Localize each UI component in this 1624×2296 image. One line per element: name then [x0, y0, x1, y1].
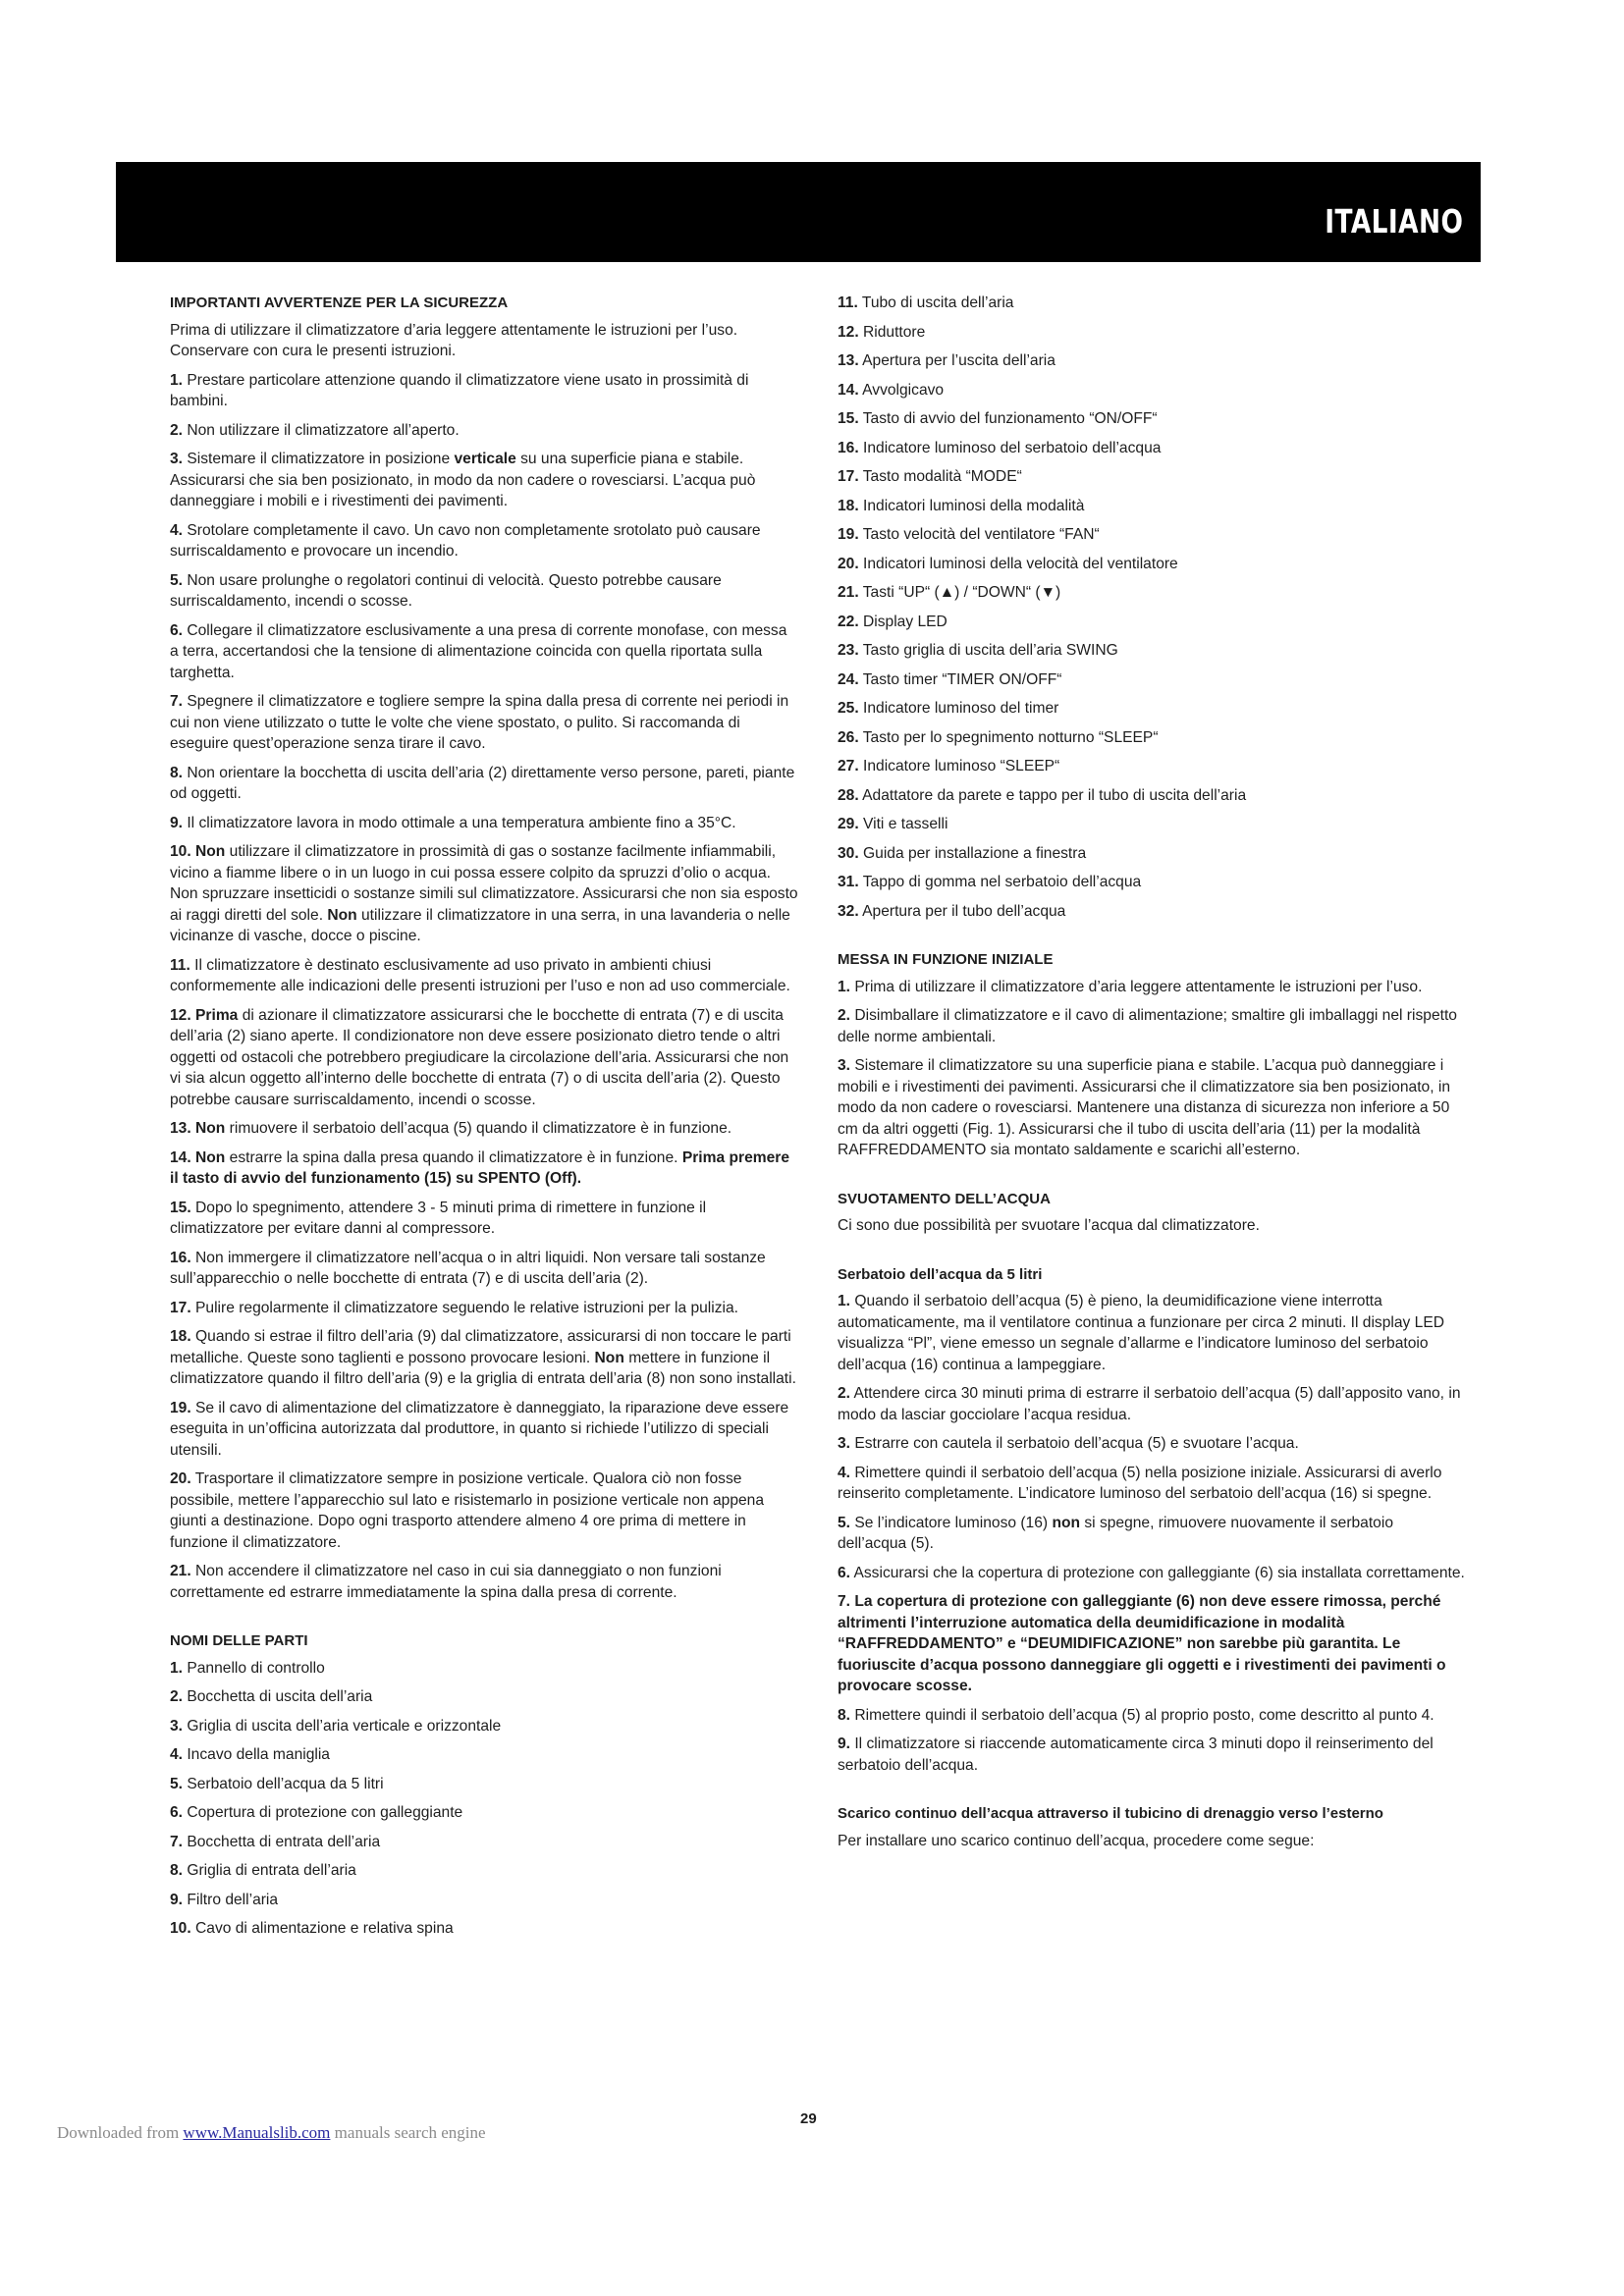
item-number: 18.: [170, 1328, 191, 1345]
part-number: 20.: [838, 555, 859, 572]
item-number: 11.: [170, 956, 190, 974]
part-item: [838, 293, 1466, 314]
part-number: 21.: [838, 584, 859, 601]
item-number: 8.: [170, 764, 184, 781]
part-label: Griglia di entrata dell’aria: [183, 1862, 356, 1879]
item-text: Pulire regolarmente il climatizzatore seguendo le relative istruzioni per la pulizia.: [190, 1299, 738, 1316]
part-number: 15.: [838, 410, 859, 427]
item-text: rimuovere il serbatoio dell’acqua (5) quando il climatizzatore è in funzione.: [225, 1120, 732, 1137]
item-text: Rimettere quindi il serbatoio dell’acqua (5) al proprio posto, come descritto al punto 4.: [850, 1706, 1435, 1724]
item-number: 14.: [170, 1148, 191, 1166]
numbered-item: [838, 977, 1466, 998]
part-number: 2.: [170, 1688, 184, 1705]
item-number: 2.: [838, 1385, 851, 1402]
part-number: 6.: [170, 1804, 184, 1821]
part-item: [170, 1890, 798, 1911]
item-text: Il climatizzatore si riaccende automaticamente circa 3 minuti dopo il reinserimento del serbatoio dell’acqua.: [838, 1735, 1434, 1774]
item-text: Dopo lo spegnimento, attendere 3 - 5 minuti prima di rimettere in funzione il climatizzatore per evitare danni al compressore.: [170, 1199, 707, 1237]
item-number: 4.: [838, 1464, 851, 1481]
item-number: 16.: [170, 1249, 191, 1266]
numbered-item: [170, 763, 798, 805]
item-text: estrarre la spina dalla presa quando il climatizzatore è in funzione.: [225, 1148, 682, 1166]
item-number: 3.: [838, 1057, 851, 1074]
numbered-item: [838, 1734, 1466, 1776]
numbered-item: [838, 1591, 1466, 1697]
part-label: Copertura di protezione con galleggiante: [183, 1804, 463, 1821]
numbered-item: [170, 370, 798, 412]
numbered-item: [170, 520, 798, 562]
numbered-item: [170, 955, 798, 997]
item-number: 19.: [170, 1399, 191, 1416]
part-number: 3.: [170, 1717, 184, 1735]
item-number: 6.: [838, 1564, 851, 1581]
part-label: Indicatore luminoso “SLEEP“: [858, 758, 1060, 774]
part-label: Indicatore luminoso del serbatoio dell’acqua: [858, 439, 1162, 456]
part-number: 25.: [838, 700, 859, 717]
part-number: 28.: [838, 786, 859, 804]
numbered-item: [838, 1433, 1466, 1455]
item-text: mettere in funzione il climatizzatore quando il filtro dell’aria (9) e la griglia di entrata dell’aria (8) non sono installati.: [170, 1349, 796, 1387]
numbered-item: [170, 1118, 798, 1140]
item-number: 7.: [838, 1593, 851, 1610]
item-number: 2.: [838, 1007, 851, 1024]
part-label: Tasto velocità del ventilatore “FAN“: [858, 526, 1100, 543]
item-text: di azionare il climatizzatore assicurarsi che le bocchette di entrata (7) e di uscita dell’aria (2) siano aperte. Il condizionatore non deve essere posizionato dietro tende o altri oggetti od ostacoli che potrebbero pregiudicare la circolazione dell’aria. Assicurarsi che non vi sia alcun oggetto all’interno delle bocchette di entrata (7) o di uscita dell’aria (2). Questo potrebbe causare surriscaldamento, incendi o scosse.: [170, 1006, 789, 1108]
numbered-item: [170, 1326, 798, 1390]
emphasis-text: Prima: [190, 1006, 239, 1024]
item-text: Sistemare il climatizzatore in posizione: [183, 451, 455, 467]
part-number: 31.: [838, 874, 859, 890]
part-item: [838, 466, 1466, 488]
item-text: Il climatizzatore lavora in modo ottimale a una temperatura ambiente fino a 35°C.: [183, 814, 736, 831]
item-text: Prima di utilizzare il climatizzatore d’aria leggere attentamente le istruzioni per l’uso.: [850, 978, 1423, 995]
numbered-item: [838, 1291, 1466, 1375]
part-number: 9.: [170, 1891, 184, 1908]
item-text: Rimettere quindi il serbatoio dell’acqua (5) nella posizione iniziale. Assicurarsi di averlo reinserito completamente. L’indicatore luminoso del serbatoio dell’acqua (16) si spegne.: [838, 1464, 1442, 1502]
numbered-item: [170, 841, 798, 947]
part-label: Adattatore da parete e tappo per il tubo di uscita dell’aria: [858, 786, 1247, 804]
part-item: [838, 612, 1466, 633]
numbered-item: [838, 1513, 1466, 1555]
draining-heading: SVUOTAMENTO DELL’ACQUA: [838, 1190, 1051, 1207]
part-item: [838, 380, 1466, 401]
part-number: 32.: [838, 902, 859, 920]
item-text: Non usare prolunghe o regolatori continui di velocità. Questo potrebbe causare surriscaldamento, incendi o scosse.: [170, 571, 722, 610]
language-title: ITALIANO: [1324, 202, 1463, 240]
part-number: 10.: [170, 1920, 191, 1937]
item-number: 20.: [170, 1470, 191, 1487]
emphasis-text: Prima premere il tasto di avvio del funzionamento (15) su SPENTO (Off).: [170, 1148, 790, 1187]
tank-list: [838, 1291, 1466, 1776]
part-number: 5.: [170, 1775, 184, 1792]
numbered-item: [170, 1298, 798, 1319]
continuous-drain-heading: Scarico continuo dell’acqua attraverso il tubicino di drenaggio verso l’esterno: [838, 1805, 1383, 1822]
left-column: [170, 293, 798, 1948]
safety-list: [170, 370, 798, 1604]
numbered-item: [170, 570, 798, 613]
item-number: 4.: [170, 521, 184, 539]
item-number: 21.: [170, 1563, 191, 1579]
part-label: Tasto griglia di uscita dell’aria SWING: [858, 642, 1118, 659]
numbered-item: [838, 1005, 1466, 1047]
item-text: Spegnere il climatizzatore e togliere sempre la spina dalla presa di corrente nei periodi in cui non viene utilizzato o tutte le volte che viene spostato, o pulito. Si raccomanda di eseguire quest’operazione senza tirare il cavo.: [170, 693, 789, 752]
item-number: 8.: [838, 1706, 851, 1724]
item-text: Sistemare il climatizzatore su una superficie piana e stabile. L’acqua può danneggiare i mobili e i rivestimenti dei pavimenti. Assicurarsi che il climatizzatore sia ben posizionato, in modo da non cadere o rovesciarsi. Mantenere una distanza di sicurezza non inferiore a 50 cm da altri oggetti (Fig. 1). Assicurarsi che il tubo di uscita dell’aria (11) per la modalità RAFFREDDAMENTO sia montato saldamente e scarichi all’esterno.: [838, 1057, 1451, 1158]
part-label: Avvolgicavo: [858, 381, 945, 399]
part-label: Tasti “UP“ (▲) / “DOWN“ (▼): [858, 584, 1061, 601]
part-number: 18.: [838, 497, 859, 514]
item-text: Attendere circa 30 minuti prima di estrarre il serbatoio dell’acqua (5) dall’apposito vano, in modo da lasciar gocciolare l’acqua residua.: [838, 1385, 1461, 1423]
part-item: [838, 640, 1466, 662]
item-text: Se il cavo di alimentazione del climatizzatore è danneggiato, la riparazione deve essere eseguita in un’officina autorizzata dal produttore, in quanto si richiede l’utilizzo di speciali utensili.: [170, 1399, 789, 1459]
item-number: 5.: [838, 1514, 851, 1531]
manualslib-link[interactable]: www.Manualslib.com: [183, 2123, 331, 2142]
item-text: Prestare particolare attenzione quando il climatizzatore viene usato in prossimità di bambini.: [170, 371, 749, 409]
part-label: Serbatoio dell’acqua da 5 litri: [183, 1775, 384, 1792]
item-text: Quando si estrae il filtro dell’aria (9) dal climatizzatore, assicurarsi di non toccare le parti metalliche. Queste sono taglienti e possono provocare lesioni.: [170, 1328, 791, 1366]
emphasis-text: non: [1052, 1514, 1081, 1531]
part-item: [838, 901, 1466, 923]
part-number: 1.: [170, 1659, 184, 1677]
part-item: [838, 322, 1466, 344]
item-text: Non accendere il climatizzatore nel caso in cui sia danneggiato o non funzioni correttamente ed estrarre immediatamente la spina dalla presa di corrente.: [170, 1563, 722, 1601]
numbered-item: [170, 1248, 798, 1290]
part-label: Tubo di uscita dell’aria: [857, 294, 1014, 311]
item-text: Estrarre con cautela il serbatoio dell’acqua (5) e svuotare l’acqua.: [850, 1435, 1299, 1452]
numbered-item: [838, 1705, 1466, 1727]
part-label: Guida per installazione a finestra: [858, 844, 1087, 862]
part-label: Indicatore luminoso del timer: [858, 700, 1059, 717]
safety-heading: IMPORTANTI AVVERTENZE PER LA SICUREZZA: [170, 294, 509, 311]
part-label: Incavo della maniglia: [183, 1746, 330, 1763]
part-item: [170, 1802, 798, 1824]
part-label: Viti e tasselli: [858, 816, 948, 832]
draining-intro: Ci sono due possibilità per svuotare l’acqua dal climatizzatore.: [838, 1217, 1260, 1234]
part-number: 4.: [170, 1746, 184, 1763]
part-label: Display LED: [858, 613, 947, 630]
continuous-drain-intro: Per installare uno scarico continuo dell’acqua, procedere come segue:: [838, 1832, 1315, 1849]
startup-list: [838, 977, 1466, 1161]
right-column: [838, 293, 1466, 1859]
item-number: 6.: [170, 621, 184, 639]
part-item: [838, 843, 1466, 865]
part-item: [838, 756, 1466, 777]
part-item: [170, 1686, 798, 1708]
numbered-item: [170, 1398, 798, 1462]
part-item: [838, 698, 1466, 720]
item-number: 7.: [170, 693, 184, 710]
numbered-item: [838, 1055, 1466, 1161]
numbered-item: [170, 1005, 798, 1111]
numbered-item: [838, 1563, 1466, 1584]
part-label: Cavo di alimentazione e relativa spina: [190, 1920, 454, 1937]
item-number: 5.: [170, 571, 184, 589]
emphasis-text: Non: [594, 1349, 624, 1366]
part-item: [170, 1744, 798, 1766]
item-text: Se l’indicatore luminoso (16): [850, 1514, 1053, 1531]
emphasis-text: verticale: [454, 451, 516, 467]
item-text: utilizzare il climatizzatore in prossimità di gas o sostanze facilmente infiammabili, vicino a fiamme libere o in un luogo in cui possa essere colpito da spruzzi d’olio o acqua. Non spruzzare insetticidi o sostanze simili sul climatizzatore. Assicurarsi che non sia esposto ai raggi diretti del sole.: [170, 843, 798, 924]
item-number: 3.: [170, 451, 184, 467]
part-number: 26.: [838, 728, 859, 746]
part-item: [838, 814, 1466, 835]
startup-heading: MESSA IN FUNZIONE INIZIALE: [838, 951, 1054, 968]
part-item: [838, 785, 1466, 807]
part-number: 7.: [170, 1833, 184, 1850]
item-text: Collegare il climatizzatore esclusivamente a una presa di corrente monofase, con messa a terra, accertandosi che la tensione di alimentazione coincida con quella riportata sulla targhetta.: [170, 621, 787, 681]
part-item: [838, 669, 1466, 691]
part-label: Indicatori luminosi della modalità: [858, 497, 1085, 514]
item-text: Assicurarsi che la copertura di protezione con galleggiante (6) sia installata correttamente.: [850, 1564, 1465, 1581]
item-text: si spegne, rimuovere nuovamente il serbatoio dell’acqua (5).: [838, 1514, 1393, 1552]
item-text: utilizzare il climatizzatore in una serra, in una lavanderia o nelle vicinanze di vasche, docce o piscine.: [170, 906, 790, 944]
part-label: Bocchetta di entrata dell’aria: [183, 1833, 381, 1850]
numbered-item: [170, 1198, 798, 1240]
item-text: su una superficie piana e stabile. Assicurarsi che sia ben posizionato, in modo da non cadere o rovesciarsi. L’acqua può danneggiare i mobili e i rivestimenti dei pavimenti.: [170, 451, 756, 509]
numbered-item: [170, 449, 798, 512]
numbered-item: [170, 691, 798, 755]
item-number: 9.: [170, 814, 184, 831]
part-item: [838, 872, 1466, 893]
part-number: 29.: [838, 816, 859, 832]
part-number: 12.: [838, 323, 859, 341]
part-number: 30.: [838, 844, 859, 862]
item-text: Quando il serbatoio dell’acqua (5) è pieno, la deumidificazione viene interrotta automaticamente, ma il ventilatore continua a funzionare per circa 2 minuti. Il display LED visualizza “Pl”, viene emesso un segnale d’allarme e l’indicatore luminoso del serbatoio dell’acqua (16) continua a lampeggiare.: [838, 1293, 1444, 1373]
part-item: [838, 582, 1466, 604]
numbered-item: [170, 620, 798, 684]
page-number: 29: [800, 2110, 817, 2127]
part-label: Tasto modalità “MODE“: [858, 468, 1022, 485]
numbered-item: [838, 1383, 1466, 1425]
part-item: [170, 1716, 798, 1737]
numbered-item: [170, 813, 798, 834]
part-item: [838, 350, 1466, 372]
footer-prefix: Downloaded from: [57, 2123, 184, 2142]
part-number: 16.: [838, 439, 859, 456]
safety-intro: Prima di utilizzare il climatizzatore d’aria leggere attentamente le istruzioni per l’uso. Conservare con cura le presenti istruzioni.: [170, 321, 738, 359]
item-number: 13.: [170, 1120, 191, 1137]
parts-list-left: [170, 1658, 798, 1940]
part-label: Tasto di avvio del funzionamento “ON/OFF“: [858, 410, 1158, 427]
part-number: 27.: [838, 758, 859, 774]
language-header-bar: [116, 162, 1481, 262]
part-label: Tasto timer “TIMER ON/OFF“: [858, 670, 1062, 688]
part-label: Apertura per l’uscita dell’aria: [858, 352, 1056, 369]
parts-heading: NOMI DELLE PARTI: [170, 1632, 308, 1649]
item-number: 15.: [170, 1199, 191, 1216]
part-number: 24.: [838, 670, 859, 688]
part-item: [170, 1918, 798, 1940]
numbered-item: [170, 1561, 798, 1603]
part-label: Indicatori luminosi della velocità del ventilatore: [858, 555, 1178, 572]
part-item: [838, 496, 1466, 517]
part-label: Tasto per lo spegnimento notturno “SLEEP“: [858, 728, 1159, 746]
part-number: 13.: [838, 352, 859, 369]
numbered-item: [170, 420, 798, 442]
part-number: 22.: [838, 613, 859, 630]
item-number: 1.: [838, 978, 851, 995]
item-number: 1.: [170, 371, 184, 389]
emphasis-text: Non: [190, 843, 226, 860]
part-number: 17.: [838, 468, 859, 485]
item-number: 17.: [170, 1299, 191, 1316]
emphasis-text: La copertura di protezione con galleggiante (6) non deve essere rimossa, perché altrimenti l’interruzione automatica della deumidificazione in modalità “RAFFREDDAMENTO” e “DEUMIDIFICAZIONE” non sarebbe più garantita. Le fuoriuscite d’acqua possono danneggiare gli oggetti e i rivestimenti dei pavimenti o provocare scosse.: [838, 1593, 1446, 1694]
part-item: [170, 1832, 798, 1853]
item-text: Non orientare la bocchetta di uscita dell’aria (2) direttamente verso persone, pareti, piante od oggetti.: [170, 764, 795, 802]
tank-heading: Serbatoio dell’acqua da 5 litri: [838, 1265, 1043, 1283]
part-item: [170, 1658, 798, 1680]
item-text: Trasportare il climatizzatore sempre in posizione verticale. Qualora ciò non fosse possibile, mettere l’apparecchio sul lato e risistemarlo in posizione verticale non appena giunti a destinazione. Dopo ogni trasporto attendere almeno 4 ore prima di mettere in funzione il climatizzatore.: [170, 1470, 765, 1551]
item-text: Il climatizzatore è destinato esclusivamente ad uso privato in ambienti chiusi conformemente alle indicazioni delle presenti istruzioni per l’uso e non ad uso commerciale.: [170, 956, 790, 994]
item-text: Non utilizzare il climatizzatore all’aperto.: [183, 421, 460, 439]
emphasis-text: Non: [327, 906, 357, 924]
item-text: Non immergere il climatizzatore nell’acqua o in altri liquidi. Non versare tali sostanze sull’apparecchio o nelle bocchette di entrata (7) e di uscita dell’aria (2).: [170, 1249, 766, 1287]
part-number: 23.: [838, 642, 859, 659]
item-text: Srotolare completamente il cavo. Un cavo non completamente srotolato può causare surriscaldamento e provocare un incendio.: [170, 521, 761, 560]
part-number: 19.: [838, 526, 859, 543]
item-number: 10.: [170, 843, 191, 860]
parts-list-right: [838, 293, 1466, 922]
part-item: [838, 727, 1466, 749]
item-number: 1.: [838, 1293, 851, 1309]
part-label: Tappo di gomma nel serbatoio dell’acqua: [858, 874, 1142, 890]
item-text: Disimballare il climatizzatore e il cavo di alimentazione; smaltire gli imballaggi nel rispetto delle norme ambientali.: [838, 1007, 1457, 1045]
part-label: Riduttore: [858, 323, 926, 341]
part-label: Apertura per il tubo dell’acqua: [858, 902, 1066, 920]
part-item: [838, 524, 1466, 546]
emphasis-text: Non: [190, 1120, 226, 1137]
emphasis-text: Non: [190, 1148, 226, 1166]
download-footer: [57, 2123, 486, 2143]
part-number: 8.: [170, 1862, 184, 1879]
part-label: Filtro dell’aria: [183, 1891, 279, 1908]
numbered-item: [170, 1148, 798, 1190]
item-number: 3.: [838, 1435, 851, 1452]
item-number: 12.: [170, 1006, 191, 1024]
part-item: [170, 1860, 798, 1882]
numbered-item: [838, 1463, 1466, 1505]
part-item: [838, 554, 1466, 575]
item-number: 9.: [838, 1735, 851, 1752]
part-label: Bocchetta di uscita dell’aria: [183, 1688, 373, 1705]
part-item: [838, 408, 1466, 430]
part-item: [838, 438, 1466, 459]
numbered-item: [170, 1468, 798, 1553]
part-label: Pannello di controllo: [183, 1659, 325, 1677]
part-item: [170, 1774, 798, 1795]
part-number: 14.: [838, 381, 859, 399]
part-number: 11.: [838, 294, 858, 311]
part-label: Griglia di uscita dell’aria verticale e orizzontale: [183, 1717, 502, 1735]
footer-suffix: manuals search engine: [330, 2123, 486, 2142]
item-number: 2.: [170, 421, 184, 439]
